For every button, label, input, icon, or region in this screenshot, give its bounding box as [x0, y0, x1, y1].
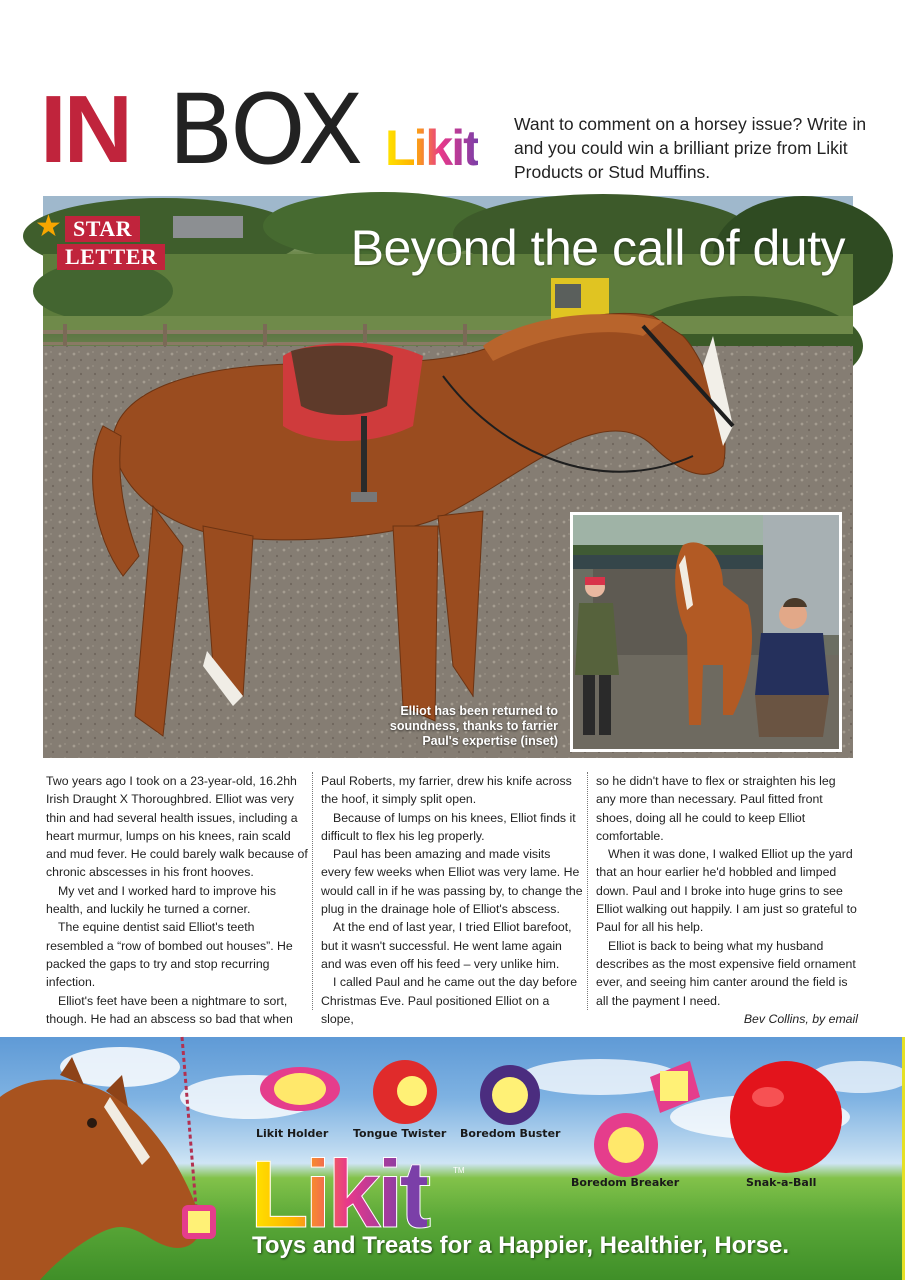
paragraph: My vet and I worked hard to improve his health, and luckily he turned a corner. [46, 883, 277, 917]
paragraph: Elliot's feet have been a nightmare to sort, though. He had an abscess so bad that when [46, 993, 293, 1026]
trademark-mark: TM [453, 1166, 465, 1175]
letter-body [46, 772, 858, 1026]
inset-farrier-photo [570, 512, 842, 752]
masthead-in: IN [40, 76, 130, 183]
advert-tagline: Toys and Treats for a Happier, Healthier, Horse. [252, 1232, 790, 1259]
paragraph: At the end of last year, I tried Elliot barefoot, but it wasn't successful. He went lame again and was even off his feed – very unlike him. [321, 920, 572, 971]
likit-sponsor-logo: Likit [385, 120, 478, 176]
header-intro-text: Want to comment on a horsey issue? Write in and you could win a brilliant prize from Likit Products or Stud Muffins. [514, 114, 867, 182]
photo-caption: Elliot has been returned to soundness, thanks to farrier Paul's expertise (inset) [389, 704, 558, 748]
paragraph: When it was done, I walked Elliot up the yard that an hour earlier he'd hobbled and limped down. Paul and I broke into huge grins to see Elliot walking out happily. I am just so grateful to Paul for all his help. [596, 847, 857, 935]
product-label-boredom-buster: Boredom Buster [460, 1127, 561, 1140]
farrier-photo-illustration [573, 515, 839, 749]
product-label-likit-holder: Likit Holder [256, 1127, 329, 1140]
main-horse-photo [35, 196, 853, 758]
badge-line-2: LETTER [57, 244, 165, 270]
product-label-snak-a-ball: Snak-a-Ball [746, 1176, 817, 1189]
article-column-2 [321, 772, 583, 1028]
letter-signoff: Bev Collins, by email [743, 1011, 858, 1026]
product-label-tongue-twister: Tongue Twister [353, 1127, 447, 1140]
paragraph: The equine dentist said Elliot's teeth resembled a “row of bombed out houses”. He packed the gaps to try and stop recurring infection. [46, 920, 293, 990]
column-divider [587, 772, 588, 1010]
paragraph: Paul has been amazing and made visits every few weeks when Elliot was very lame. He would call in if he was passing by, to change the plug in the drainage hole of Elliot's abscess. [321, 847, 583, 917]
column-divider [312, 772, 313, 1010]
article-column-1 [46, 772, 308, 1028]
paragraph: Paul Roberts, my farrier, drew his knife across the hoof, it simply split open. [321, 774, 572, 807]
letter-headline: Beyond the call of duty [350, 220, 845, 276]
paragraph: Because of lumps on his knees, Elliot finds it difficult to flex his leg properly. [321, 810, 576, 843]
paragraph: Elliot is back to being what my husband describes as the most expensive field ornament ever, and seeing him canter around the field is all the payment I need. [596, 938, 856, 1008]
paragraph: so he didn't have to flex or straighten his leg any more than necessary. Paul fitted front shoes, doing all he could to keep Elliot comfortable. [596, 774, 836, 843]
star-letter-badge [35, 206, 173, 269]
badge-line-1: STAR [65, 216, 140, 242]
star-icon: ★ [35, 210, 62, 243]
masthead-box: BOX [168, 74, 362, 186]
paragraph: Two years ago I took on a 23-year-old, 16.2hh Irish Draught X Thoroughbred. Elliot was very thin and had several health issues, including a heart murmur, lumps on his knees, rain scald and mud fever. He could barely walk because of chronic abscesses in his front hooves. [46, 774, 308, 880]
paragraph: I called Paul and he came out the day before Christmas Eve. Paul positioned Elliot on a slope, [321, 975, 578, 1026]
article-column-3 [596, 772, 858, 1028]
product-label-boredom-breaker: Boredom Breaker [571, 1176, 680, 1189]
likit-advert-logo: Likit [250, 1141, 428, 1248]
inbox-masthead [40, 74, 510, 186]
